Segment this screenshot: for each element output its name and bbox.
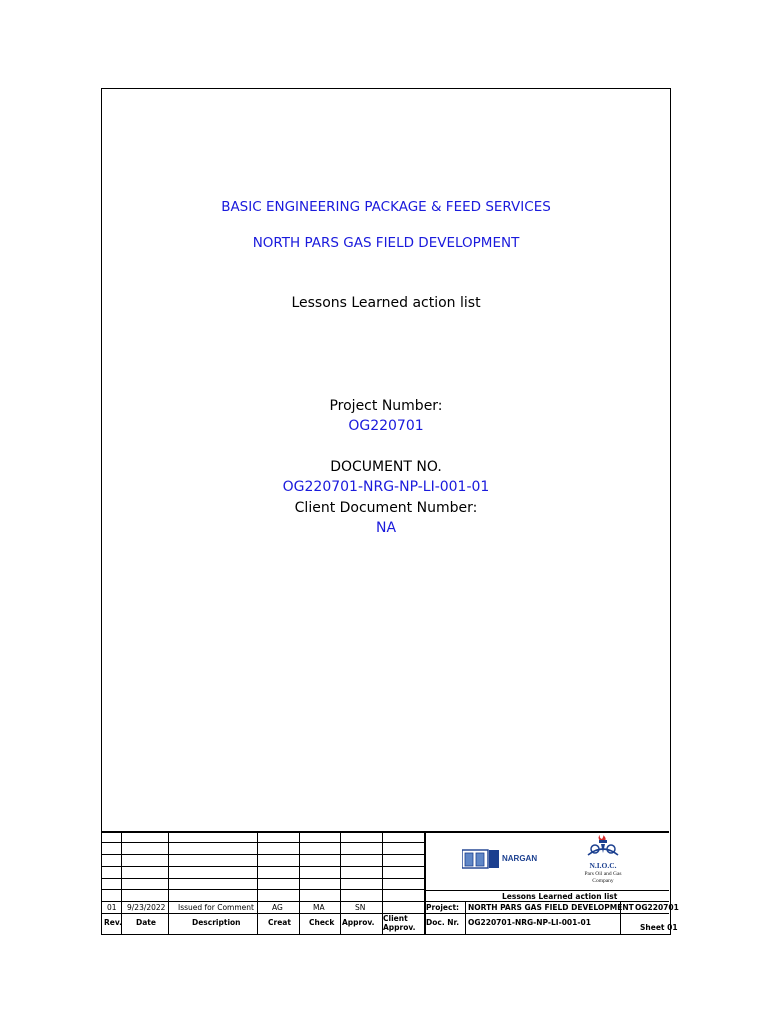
nioc-logo	[580, 835, 630, 887]
header-line-2: NORTH PARS GAS FIELD DEVELOPMENT	[252, 235, 520, 251]
project-number-label: Project Number:	[329, 398, 443, 414]
docnr-value: OG220701-NRG-NP-LI-001-01	[468, 918, 591, 927]
document-no: OG220701-NRG-NP-LI-001-01	[282, 479, 490, 495]
project-number: OG220701	[348, 418, 424, 434]
project-label: Project:	[426, 903, 460, 912]
nioc-logo-sub1: Pars Oil and Gas	[584, 871, 622, 877]
description-value: Issued for Comment	[178, 903, 254, 912]
sheet-number: Sheet 01	[640, 923, 678, 932]
date-header: Date	[136, 918, 156, 927]
rev-value: 01	[107, 903, 117, 912]
nioc-logo-text: N.I.O.C.	[589, 861, 617, 870]
client-approv-header-2: Approv.	[383, 923, 416, 932]
title-block-doc-title: Lessons Learned action list	[502, 892, 618, 901]
docnr-label: Doc. Nr.	[426, 918, 460, 927]
approv-header: Approv.	[342, 918, 375, 927]
client-approv-header-1: Client	[383, 914, 408, 923]
header-line-1: BASIC ENGINEERING PACKAGE & FEED SERVICES	[221, 199, 551, 215]
date-value: 9/23/2022	[127, 903, 166, 912]
nargan-logo	[462, 849, 548, 869]
creat-header: Creat	[268, 918, 291, 927]
document-sheet	[101, 88, 679, 935]
document-no-label: DOCUMENT NO.	[330, 459, 442, 475]
nioc-logo-sub2: Company	[592, 878, 614, 884]
rev-header: Rev.	[104, 918, 122, 927]
document-title: Lessons Learned action list	[291, 295, 481, 311]
project-name: NORTH PARS GAS FIELD DEVELOPMENT	[468, 903, 634, 912]
client-doc-number: NA	[375, 520, 397, 536]
approv-value: SN	[355, 903, 366, 912]
description-header: Description	[192, 918, 241, 927]
project-code: OG220701	[635, 903, 679, 912]
check-value: MA	[313, 903, 325, 912]
client-doc-label: Client Document Number:	[294, 500, 478, 516]
creat-value: AG	[272, 903, 283, 912]
nargan-logo-text: NARGAN	[502, 854, 538, 863]
check-header: Check	[309, 918, 335, 927]
